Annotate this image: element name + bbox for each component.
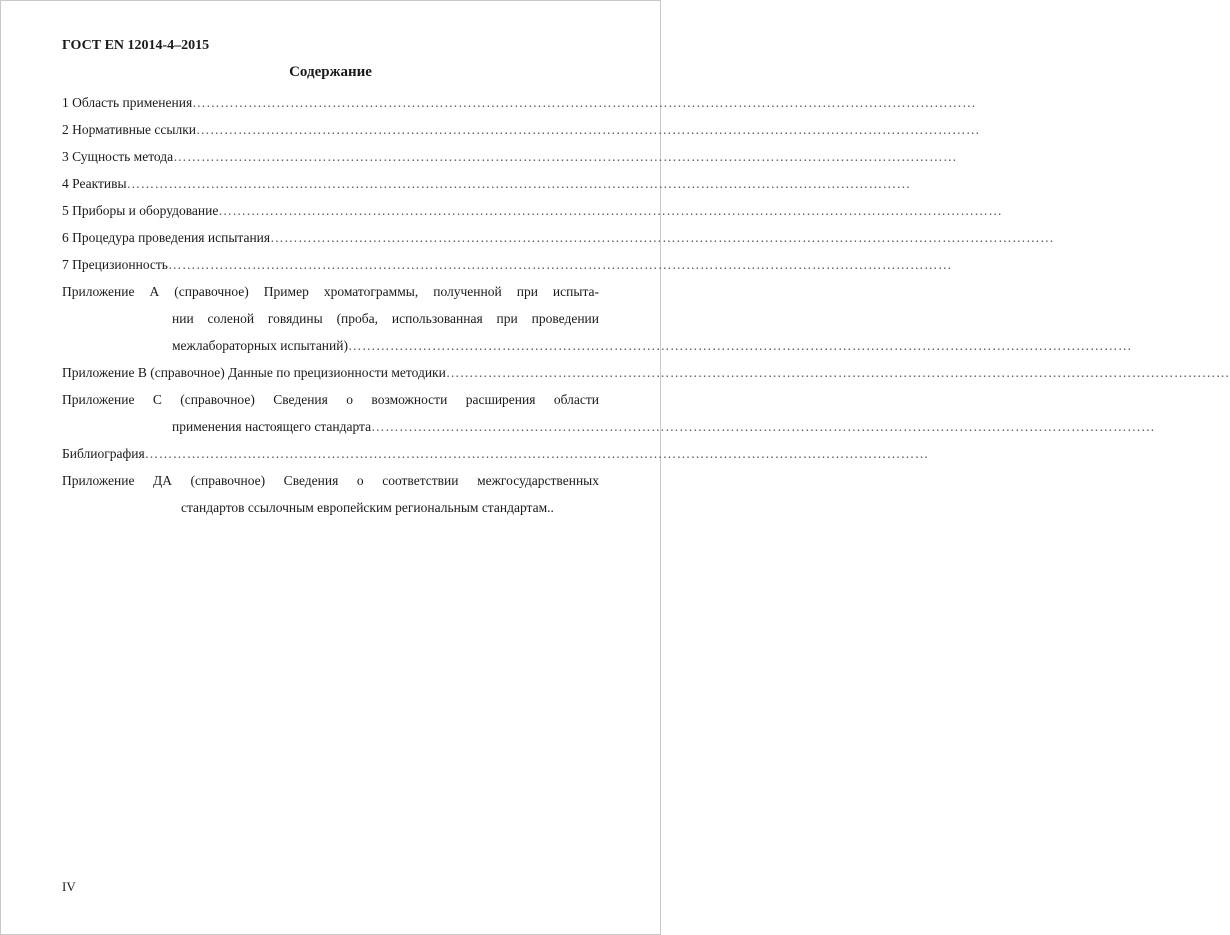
toc-leader-dots: …………………………………………………………………………………………………………………………………………………… bbox=[196, 122, 980, 137]
toc-item-appendix-da-line1[interactable]: Приложение ДА (справочное) Сведения о соответствии межгосударственных bbox=[62, 473, 599, 488]
toc-item-label: межлабораторных испытаний) bbox=[172, 338, 348, 353]
toc-leader-dots: …………………………………………………………………………………………………………………………………………………… bbox=[126, 176, 911, 191]
toc-item-label: применения настоящего стандарта bbox=[172, 419, 372, 434]
standard-designation: ГОСТ EN 12014-4–2015 bbox=[62, 38, 210, 53]
toc-item-label: Приложение В (справочное) Данные по прецизионности методики bbox=[62, 365, 446, 380]
toc-item-label: 3 Сущность метода bbox=[62, 149, 174, 164]
toc-item-appendix-a-line1[interactable]: Приложение А (справочное) Пример хроматограммы, полученной при испыта- bbox=[62, 284, 599, 299]
toc-item-test-procedure[interactable] bbox=[62, 229, 1055, 247]
page-title: Содержание bbox=[289, 64, 372, 80]
toc-leader-dots: …………………………………………………………………………………………………………………………………………………… bbox=[445, 365, 1230, 380]
toc-item-appendix-a-line3[interactable] bbox=[172, 337, 1132, 355]
toc-leader-dots: …………………………………………………………………………………………………………………………………………………… bbox=[167, 257, 952, 272]
toc-item-appendix-a-line2[interactable]: нии соленой говядины (проба, использованная при проведении bbox=[172, 311, 599, 326]
toc-item-appendix-b[interactable] bbox=[62, 364, 1230, 382]
toc-item-normative-references[interactable] bbox=[62, 121, 980, 139]
toc-item-label: 7 Прецизионность bbox=[62, 257, 168, 272]
toc-item-appendix-c-line2[interactable] bbox=[172, 418, 1156, 436]
toc-item-apparatus[interactable] bbox=[62, 202, 1003, 220]
toc-leader-dots: …………………………………………………………………………………………………………………………………………………… bbox=[173, 149, 958, 164]
toc-item-appendix-c-line1[interactable]: Приложение С (справочное) Сведения о возможности расширения области bbox=[62, 392, 599, 407]
toc-item-label: 1 Область применения bbox=[62, 95, 193, 110]
toc-leader-dots: …………………………………………………………………………………………………………………………………………………… bbox=[144, 446, 929, 461]
toc-item-label: Библиография bbox=[62, 446, 145, 461]
toc-item-label: 2 Нормативные ссылки bbox=[62, 122, 196, 137]
toc-leader-dots: …………………………………………………………………………………………………………………………………………………… bbox=[347, 338, 1132, 353]
toc-item-label: 4 Реактивы bbox=[62, 176, 127, 191]
toc-leader-dots: …………………………………………………………………………………………………………………………………………………… bbox=[371, 419, 1156, 434]
toc-item-bibliography[interactable] bbox=[62, 445, 929, 463]
toc-item-label: 5 Приборы и оборудование bbox=[62, 203, 219, 218]
toc-item-method-principle[interactable] bbox=[62, 148, 958, 166]
toc-item-label: 6 Процедура проведения испытания bbox=[62, 230, 271, 245]
toc-leader-dots: …………………………………………………………………………………………………………………………………………………… bbox=[192, 95, 977, 110]
toc-leader-dots: …………………………………………………………………………………………………………………………………………………… bbox=[270, 230, 1055, 245]
toc-item-appendix-da-line2[interactable]: стандартов ссылочным европейским региональным стандартам.. bbox=[181, 500, 554, 515]
toc-item-reagents[interactable] bbox=[62, 175, 911, 193]
toc-item-precision[interactable] bbox=[62, 256, 952, 274]
page-number: IV bbox=[62, 879, 76, 894]
toc-item-scope[interactable] bbox=[62, 94, 977, 112]
toc-leader-dots: …………………………………………………………………………………………………………………………………………………… bbox=[218, 203, 1003, 218]
